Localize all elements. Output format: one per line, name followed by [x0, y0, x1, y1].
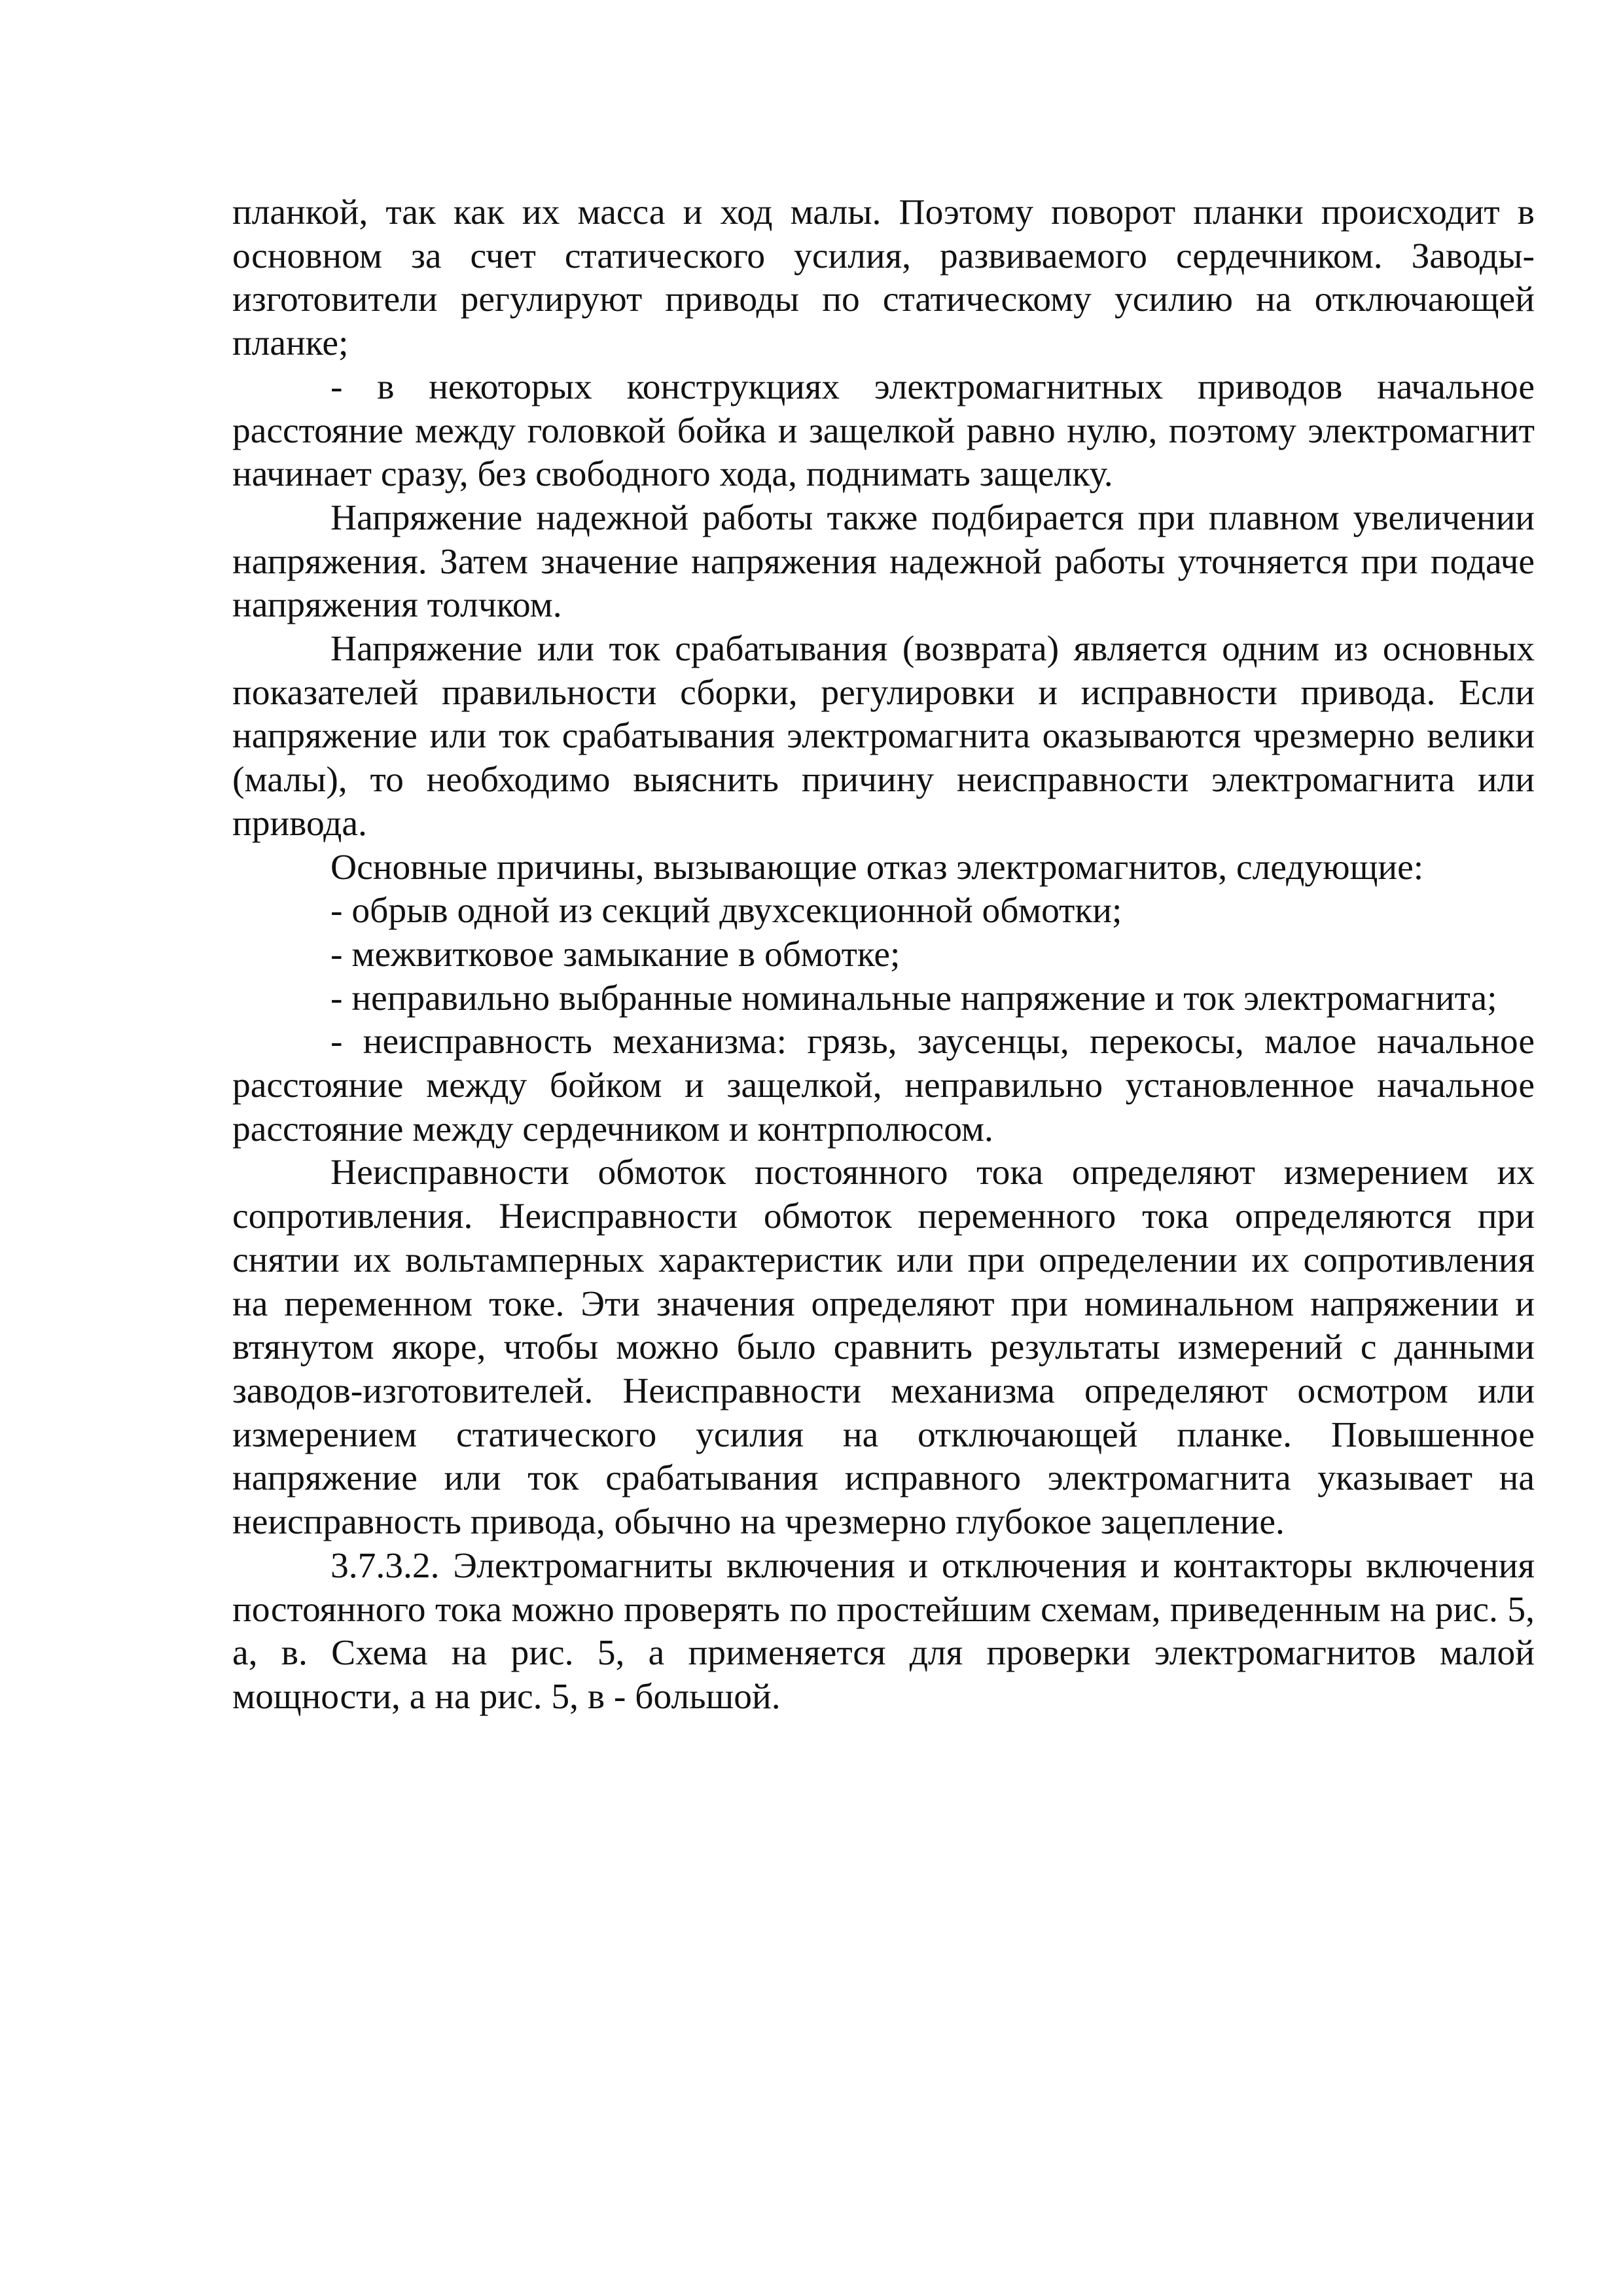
paragraph-winding-faults: Неисправности обмоток постоянного тока определяют измерением их сопротивления. Неисправности обмоток переменного тока определяются при снятии их вольтамперных характеристик или при определении их сопротивления на переменном токе. Эти значения определяют при номинальном напряжении и втянутом якоре, чтобы можно было сравнить результаты измерений с данными заводов-изготовителей. Неисправности механизма определяют осмотром или измерением статического усилия на отключающей планке. Повышенное напряжение или ток срабатывания исправного электромагнита указывает на неисправность привода, обычно на чрезмерно глубокое зацепление. — [232, 1153, 1535, 1543]
body-text — [232, 191, 1535, 1719]
paragraph-pickup-voltage: Напряжение или ток срабатывания (возврата) является одним из основных показателей правильности сборки, регулировки и исправности привода. Если напряжение или ток срабатывания электромагнита оказываются чрезмерно велики (малы), то необходимо выяснить причину неисправности электромагнита или привода. — [232, 629, 1535, 844]
paragraph-failure-causes-intro: Основные причины, вызывающие отказ электромагнитов, следующие: — [330, 847, 1424, 888]
paragraph-reliable-voltage: Напряжение надежной работы также подбирается при плавном увеличении напряжения. Затем значение напряжения надежной работы уточняется при подаче напряжения толчком. — [232, 497, 1535, 626]
list-item-mechanism-fault: - неисправность механизма: грязь, заусенцы, перекосы, малое начальное расстояние между бойком и защелкой, неправильно установленное начальное расстояние между сердечником и контрполюсом. — [232, 1022, 1535, 1149]
paragraph-list-item-striker-distance: - в некоторых конструкциях электромагнитных приводов начальное расстояние между головкой бойка и защелкой равно нулю, поэтому электромагнит начинает сразу, без свободного хода, поднимать защелку. — [232, 367, 1535, 495]
list-item-wrong-rating: - неправильно выбранные номинальные напряжение и ток электромагнита; — [330, 978, 1497, 1018]
list-item-winding-break: - обрыв одной из секций двухсекционной обмотки; — [330, 891, 1122, 931]
list-item-interturn-short: - межвитковое замыкание в обмотке; — [330, 934, 901, 975]
paragraph-section-3-7-3-2: 3.7.3.2. Электромагниты включения и отключения и контакторы включения постоянного тока можно проверять по простейшим схемам, приведенным на рис. 5, а, в. Схема на рис. 5, а применяется для проверки электромагнитов малой мощности, а на рис. 5, в - большой. — [232, 1545, 1535, 1717]
paragraph-continuation: планкой, так как их масса и ход малы. Поэтому поворот планки происходит в основном за счет статического усилия, развиваемого сердечником. Заводы-изготовители регулируют приводы по статическому усилию на отключающей планке; — [232, 192, 1535, 364]
